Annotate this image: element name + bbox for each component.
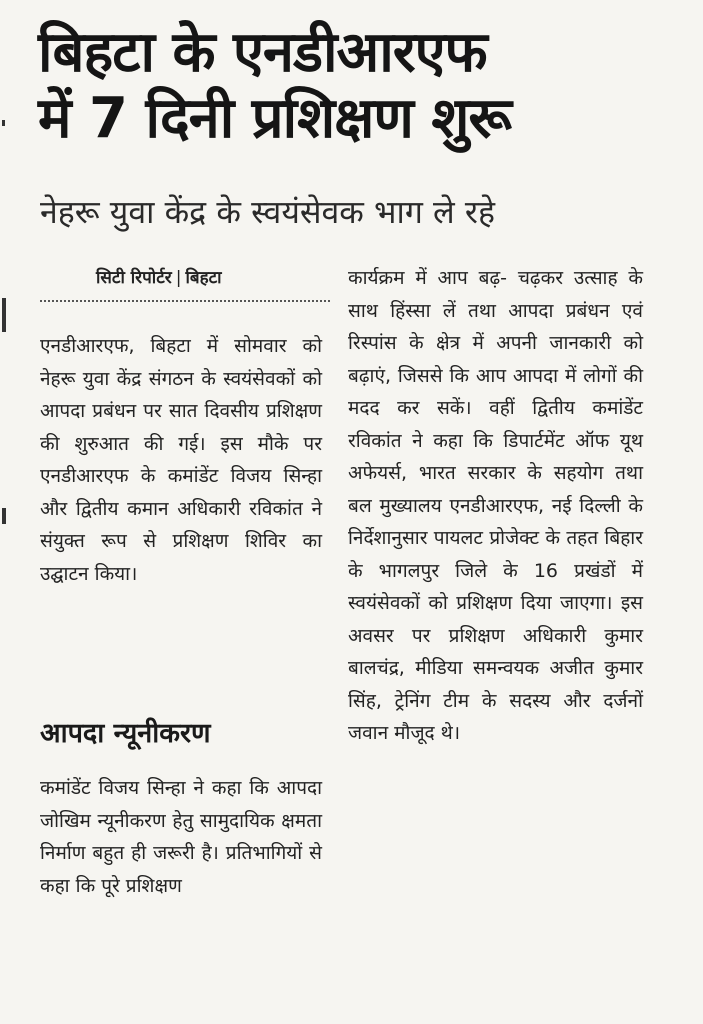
paragraph-commandant-quote: कमांडेंट विजय सिन्हा ने कहा कि आपदा जोखिम न्यूनीकरण हेतु सामुदायिक क्षमता निर्माण बहुत ही जरूरी है। प्रतिभागियों से कहा कि पूरे प्रशिक्षण — [40, 777, 322, 897]
adjacent-article-edge — [2, 120, 5, 126]
headline — [38, 20, 678, 152]
adjacent-article-edge — [2, 298, 6, 332]
byline — [96, 265, 222, 288]
headline-line-2: में 7 दिनी प्रशिक्षण शुरू — [38, 86, 511, 151]
paragraph-continuation: कार्यक्रम में आप बढ़- चढ़कर उत्साह के साथ हिंस्सा लें तथा आपदा प्रबंधन एवं रिस्पांस के क्षेत्र में अपनी जानकारी को बढ़ाएं, जिससे कि आप आपदा में लोगों की मदद कर सकें। वहीं द्वितीय कमांडेंट रविकांत ने कहा कि डिपार्टमेंट ऑफ यूथ अफेयर्स, भारत सरकार के सहयोग तथा बल मुख्यालय एनडीआरएफ, नई दिल्ली के निर्देशानुसार पायलट प्रोजेक्ट के तहत बिहार के भागलपुर जिले के 16 प्रखंडों में स्वयंसेवकों को प्रशिक्षण दिया जाएगा। इस अवसर पर प्रशिक्षण अधिकारी कुमार बालचंद्र, मीडिया समन्वयक अजीत कुमार सिंह, ट्रेनिंग टीम के सदस्य और दर्जनों जवान मौजूद थे। — [348, 267, 643, 744]
byline-reporter: सिटी रिपोर्टर — [96, 268, 172, 288]
adjacent-article-edge — [2, 508, 6, 524]
section-heading: आपदा न्यूनीकरण — [40, 718, 211, 749]
headline-line-1: बिहटा के एनडीआरएफ — [38, 20, 487, 85]
paragraph-intro: एनडीआरएफ, बिहटा में सोमवार को नेहरू युवा केंद्र संगठन के स्वयंसेवकों को आपदा प्रबंधन पर सात दिवसीय प्रशिक्षण की शुरुआत की गई। इस मौके पर एनडीआरएफ के कमांडेंट विजय सिन्हा और द्वितीय कमान अधिकारी रविकांत ने संयुक्त रूप से प्रशिक्षण शिविर का उद्घाटन किया। — [40, 335, 322, 585]
subheadline: नेहरू युवा केंद्र के स्वयंसेवक भाग ले रहे — [40, 193, 495, 231]
byline-place: बिहटा — [185, 268, 222, 288]
byline-divider — [40, 300, 330, 302]
byline-separator: | — [175, 268, 182, 288]
